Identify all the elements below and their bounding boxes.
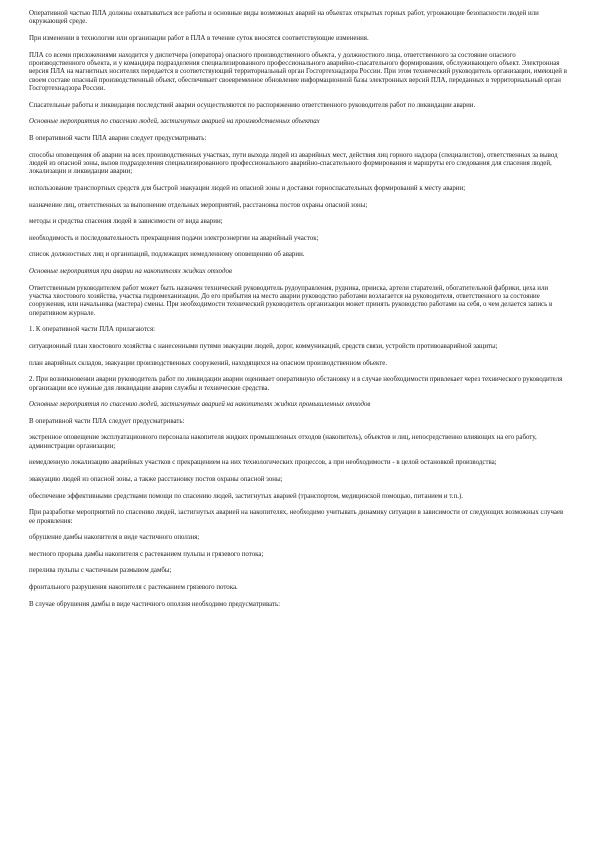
list-item: эвакуацию людей из опасной зоны, а также расстановку постов охраны опасной зоны; — [29, 475, 283, 483]
paragraph: Ответственным руководителем работ может быть назначен технический руководитель рудоуправления, рудника, прииска, артели старателей, обогатительной фабрики, цеха или участка хвостового хозяйства, участка гидромеханизации. До его прибытия на место аварии руководство работами возлагается на руководителя, ответственного за состояние сооружения, или начальника (мастера) смены. При необходимости технический руководитель организации может принять руководство работами на себя, о чем делается запись в оперативном журнале. — [29, 284, 553, 317]
section-heading: Основные мероприятия по спасению людей, застигнутых аварией на накопителях жидких промышленных отходов — [29, 401, 371, 409]
paragraph: В случае обрушения дамбы в виде частичного оползня необходимо предусматривать: — [29, 600, 281, 608]
paragraph: В оперативной части ПЛА аварии следует предусматривать: — [29, 135, 207, 142]
list-item: немедленную локализацию аварийных участков с прекращением на них технологических процессов, а при необходимости - в целой остановкой производства; — [29, 459, 497, 467]
list-item: перелива пульпы с частичным размывом дамбы; — [29, 567, 172, 575]
paragraph: При разработке мероприятий по спасению людей, застигнутых аварией на накопителях, необходимо учитывать динамику ситуации в зависимости от следующих возможных случаев ее проявления: — [29, 509, 564, 525]
list-item: список должностных лиц и организаций, подлежащих немедленному оповещению об аварии. — [29, 251, 305, 259]
list-item: план аварийных складов, эвакуации производственных сооружений, находящихся на опасном производственном объекте. — [29, 359, 388, 367]
section-heading: Основные мероприятия по спасению людей, застигнутых аварией на производственных объектах — [29, 118, 320, 126]
list-item: обрушение дамбы накопителя в виде частичного оползня; — [29, 534, 200, 542]
paragraph: 2. При возникновении аварии руководитель работ по ликвидации аварии оценивает оперативную обстановку и в случае необходимости привлекает через технического руководителя организации все нужные для ликвидации аварии службы и технические средства. — [29, 376, 563, 392]
list-item: методы и средства спасения людей в зависимости от вида аварии; — [29, 218, 223, 226]
list-item: использование транспортных средств для быстрой эвакуации людей из опасной зоны и доставки горноспасательных формирований к месту аварии; — [29, 185, 466, 192]
list-item: ситуационный план хвостового хозяйства с нанесенными путями эвакуации людей, дорог, коммуникаций, средств связи, устройств противоаварийной защиты; — [29, 342, 498, 350]
list-item: обеспечение эффективными средствами помощи по спасению людей, застигнутых аварией (транспортом, медицинской помощью, питанием и т.п.). — [29, 492, 463, 500]
list-item: фронтального разрушения накопителя с растеканием грязевого потока. — [29, 583, 238, 591]
list-item: экстренное оповещение эксплуатационного персонала накопителя жидких промышленных отходов (накопитель), объектов и лиц, непосредственно влияющих на его работу, администрации организации; — [29, 434, 537, 450]
section-heading: Основные мероприятия при аварии на накопителях жидких отходов — [29, 267, 232, 275]
list-item: необходимость и последовательность прекращения подачи электроэнергии на аварийный участок; — [29, 234, 319, 242]
paragraph: Спасательные работы и ликвидация последствий аварии осуществляются по распоряжению ответственного руководителя работ по ликвидации аварии. — [29, 101, 476, 109]
paragraph: При изменении в технологии или организации работ в ПЛА в течение суток вносятся соответствующие изменения. — [29, 35, 369, 42]
list-item: назначение лиц, ответственных за выполнение отдельных мероприятий, расстановка постов охраны опасной зоны; — [29, 201, 368, 209]
paragraph: В оперативной части ПЛА следует предусматривать: — [29, 417, 185, 425]
paragraph: Оперативной частью ПЛА должны охватываться все работы и основные виды возможных аварий на объектах открытых горных работ, угрожающие безопасности людей или окружающей среде. — [29, 10, 539, 26]
document-page — [29, 10, 571, 617]
paragraph: ПЛА со всеми приложениями находится у диспетчера (оператора) опасного производственного объекта, у должностного лица, ответственного за состояние опасного производственного объекта, и у командира подразделения специализированного профессионального аварийно-спасательного формирования, обслуживающего объект. Электронная версия ПЛА на магнитных носителях передается в соответствующий территориальный орган Госгортехнадзора России. При этом технический руководитель организации, имеющей в своем составе опасный производственный объект, обеспечивает своевременное обновление информационной базы электронных версий ПЛА, переданных в территориальный орган Госгортехнадзора России. — [29, 51, 567, 93]
list-item: способы оповещения об аварии на всех производственных участках, пути выхода людей из аварийных мест, действия лиц горного надзора (специалистов), ответственных за вывод людей из опасной зоны, вызов подразделения специализированного профессионального аварийно-спасательного формирования и маршруты его следования для спасения людей, локализации и ликвидации аварии; — [29, 151, 558, 176]
paragraph: 1. К оперативной части ПЛА прилагаются: — [29, 326, 156, 334]
list-item: местного прорыва дамбы накопителя с растеканием пульпы и грязевого потока; — [29, 550, 264, 558]
